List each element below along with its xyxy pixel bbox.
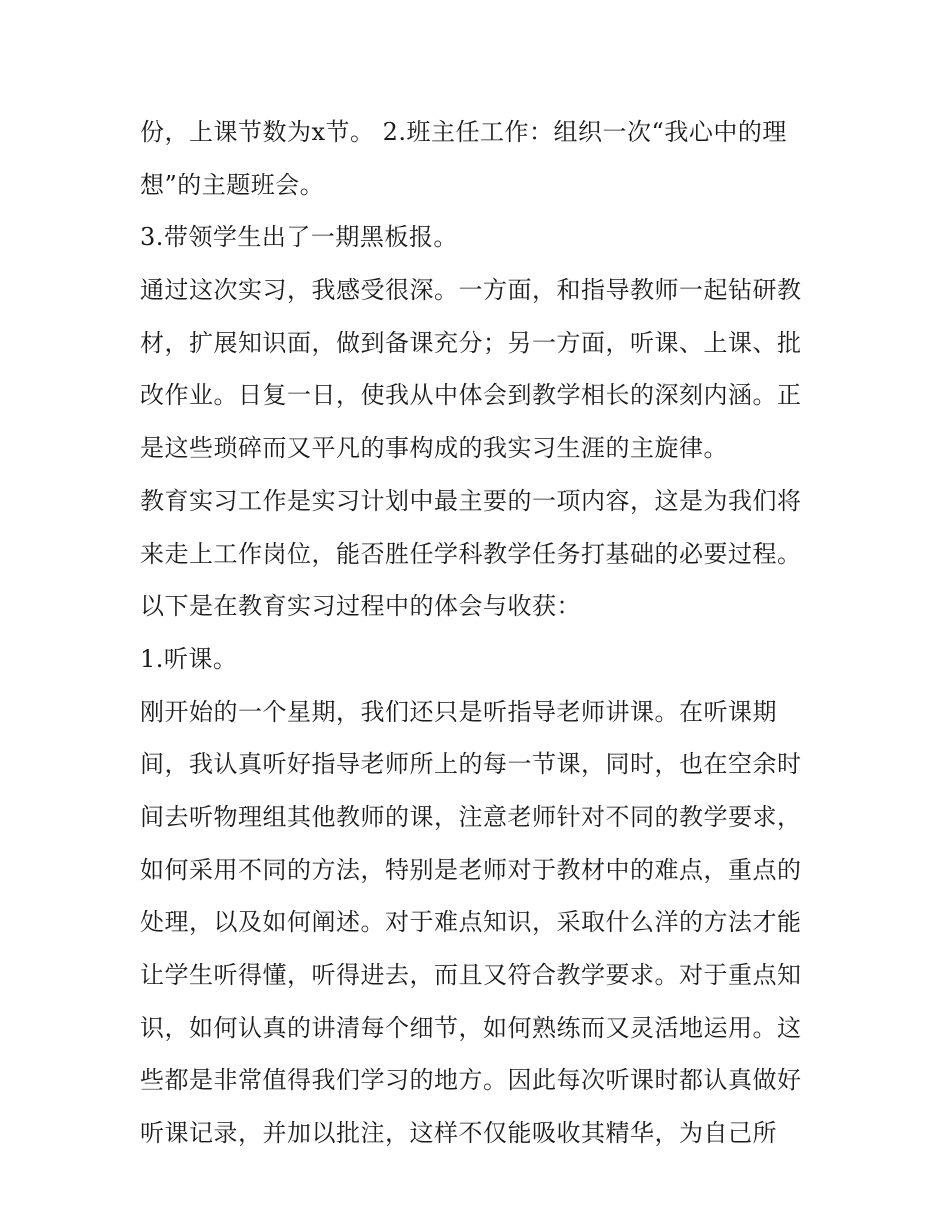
- text-line: 让学生听得懂，听得进去，而且又符合教学要求。对于重点知: [140, 961, 802, 989]
- text-line: 来走上工作岗位，能否胜任学科教学任务打基础的必要过程。: [140, 539, 802, 568]
- text-line: 间，我认真听好指导老师所上的每一节课，同时，也在空余时: [140, 750, 802, 779]
- text-line: 是这些琐碎而又平凡的事构成的我实习生涯的主旋律。: [140, 434, 728, 463]
- text-line: 刚开始的一个星期，我们还只是听指导老师讲课。在听课期: [140, 697, 777, 726]
- text-line: 听课记录，并加以批注，这样不仅能吸收其精华，为自己所: [140, 1119, 777, 1148]
- text-line: 些都是非常值得我们学习的地方。因此每次听课时都认真做好: [140, 1066, 802, 1095]
- text-line: 如何采用不同的方法，特别是老师对于教材中的难点，重点的: [140, 855, 802, 884]
- text-line: 想”的主题班会。: [140, 170, 325, 199]
- text-line: 通过这次实习，我感受很深。一方面，和指导教师一起钻研教: [140, 276, 802, 305]
- text-line: 以下是在教育实习过程中的体会与收获：: [140, 592, 581, 621]
- document-body: [140, 106, 820, 1160]
- text-line: 材，扩展知识面，做到备课充分；另一方面，听课、上课、批: [140, 328, 802, 357]
- section-heading: 1.听课。: [140, 644, 238, 673]
- text-line: 处理，以及如何阐述。对于难点知识，采取什么洋的方法才能: [140, 908, 802, 937]
- text-line: 3.带领学生出了一期黑板报。: [140, 223, 458, 252]
- text-line: 间去听物理组其他教师的课，注意老师针对不同的教学要求，: [140, 802, 802, 831]
- text-line: 识，如何认真的讲清每个细节，如何熟练而又灵活地运用。这: [140, 1013, 802, 1042]
- text-line: 改作业。日复一日，使我从中体会到教学相长的深刻内涵。正: [140, 381, 802, 410]
- text-line: 份，上课节数为x节。 2.班主任工作：组织一次“我心中的理: [140, 118, 787, 146]
- text-line: 教育实习工作是实习计划中最主要的一项内容，这是为我们将: [140, 486, 802, 515]
